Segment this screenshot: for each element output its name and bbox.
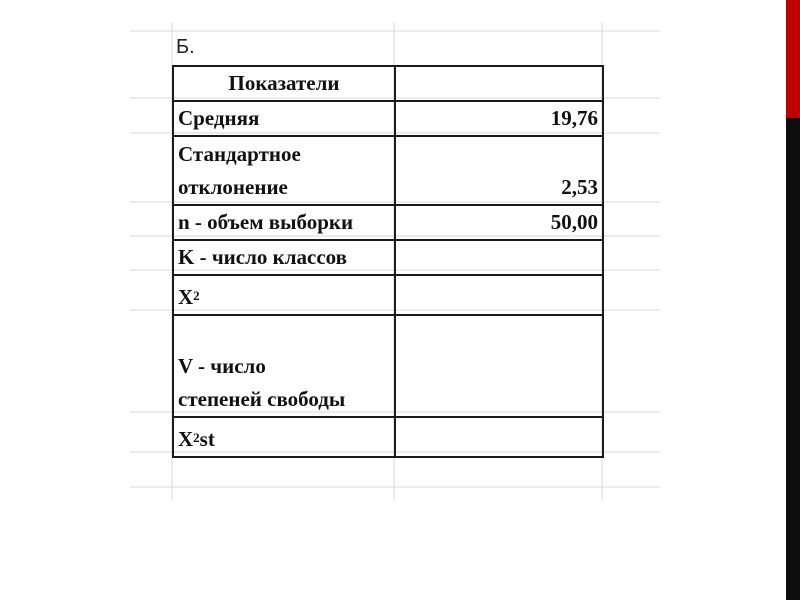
chi-square-st-suffix: st — [199, 427, 215, 451]
row-label-line2: отклонение — [178, 175, 288, 199]
chi-square-st-superscript: 2 — [193, 430, 200, 445]
chi-square-base: X — [178, 285, 194, 309]
row-value-cell[interactable] — [395, 240, 603, 275]
table-row — [173, 136, 603, 205]
chi-square-st-base: X — [178, 427, 194, 451]
table-row — [173, 275, 603, 315]
table-row — [173, 101, 603, 136]
row-label-cell[interactable] — [173, 275, 395, 315]
table-row — [173, 417, 603, 457]
row-label-cell[interactable]: Средняя — [173, 101, 395, 136]
table-row — [173, 205, 603, 240]
row-value-cell[interactable] — [395, 275, 603, 315]
row-value-cell[interactable]: 50,00 — [395, 205, 603, 240]
row-label-cell[interactable] — [173, 417, 395, 457]
row-label-line2: степеней свободы — [178, 387, 346, 411]
row-value-cell[interactable]: 19,76 — [395, 101, 603, 136]
row-value-cell[interactable] — [395, 417, 603, 457]
row-value-cell[interactable]: 2,53 — [395, 136, 603, 205]
row-label-cell[interactable] — [173, 136, 395, 205]
row-value-cell[interactable] — [395, 315, 603, 417]
statistics-table — [172, 65, 604, 458]
header-indicator-cell[interactable]: Показатели — [173, 66, 395, 101]
table-row — [173, 240, 603, 275]
row-label-cell[interactable] — [173, 315, 395, 417]
chi-square-superscript: 2 — [193, 288, 200, 303]
header-value-cell[interactable] — [395, 66, 603, 101]
row-label-line1: Стандартное — [178, 142, 301, 166]
row-label-cell[interactable]: n - объем выборки — [173, 205, 395, 240]
table-row — [173, 315, 603, 417]
sheet-label: Б. — [176, 36, 195, 58]
row-label-line1: V - число — [178, 354, 266, 378]
table-header-row — [173, 66, 603, 101]
row-label-cell[interactable]: K - число классов — [173, 240, 395, 275]
